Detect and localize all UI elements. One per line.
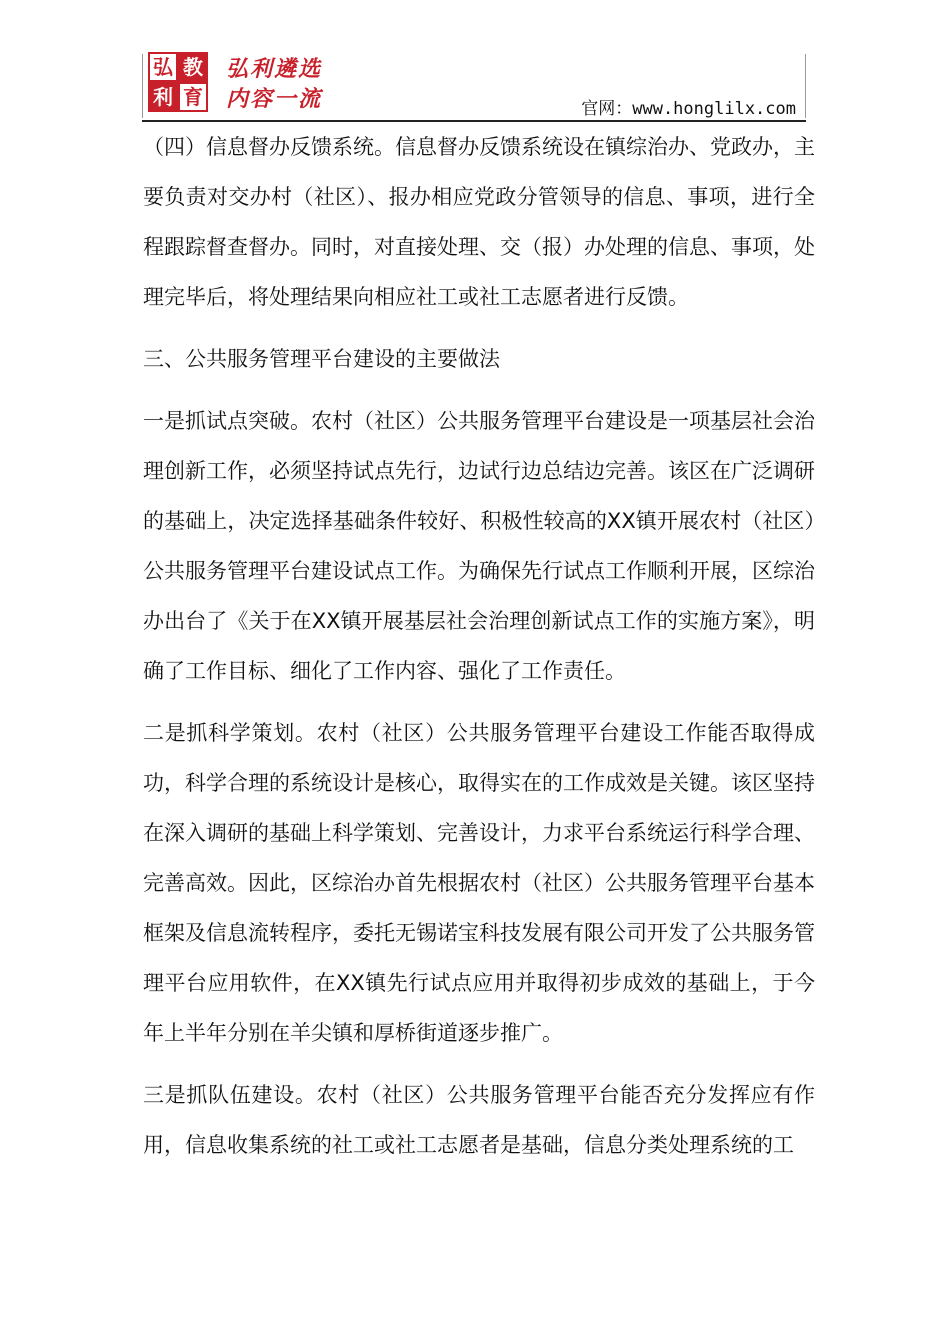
seal-char-1: 弘 <box>148 52 178 82</box>
seal-char-4: 育 <box>178 82 208 112</box>
header-right-rule <box>805 54 806 118</box>
logo-seal <box>148 52 208 112</box>
page-header <box>142 44 806 122</box>
website-url: 官网：www.honglilx.com <box>581 99 796 119</box>
document-body <box>143 122 815 1170</box>
slogan-line-1: 弘利遴选 <box>226 56 323 82</box>
paragraph-pilot: 一是抓试点突破。农村（社区）公共服务管理平台建设是一项基层社会治理创新工作，必须坚持试点先行，边试行边总结边完善。该区在广泛调研的基础上，决定选择基础条件较好、积极性较高的XX镇开展农村（社区）公共服务管理平台建设试点工作。为确保先行试点工作顺利开展，区综治办出台了《关于在XX镇开展基层社会治理创新试点工作的实施方案》，明确了工作目标、细化了工作内容、强化了工作责任。 <box>143 409 815 683</box>
seal-char-2: 教 <box>178 52 208 82</box>
paragraph-planning: 二是抓科学策划。农村（社区）公共服务管理平台建设工作能否取得成功，科学合理的系统设计是核心，取得实在的工作成效是关键。该区坚持在深入调研的基础上科学策划、完善设计，力求平台系统运行科学合理、完善高效。因此，区综治办首先根据农村（社区）公共服务管理平台基本框架及信息流转程序，委托无锡诺宝科技发展有限公司开发了公共服务管理平台应用软件，在XX镇先行试点应用并取得初步成效的基础上，于今年上半年分别在羊尖镇和厚桥街道逐步推广。 <box>143 721 815 1045</box>
slogan-line-2: 内容一流 <box>226 86 323 112</box>
section-heading-three: 三、公共服务管理平台建设的主要做法 <box>143 347 500 371</box>
paragraph-team: 三是抓队伍建设。农村（社区）公共服务管理平台能否充分发挥应有作用，信息收集系统的社工或社工志愿者是基础，信息分类处理系统的工 <box>143 1083 815 1157</box>
slogan <box>226 54 322 114</box>
paragraph-section-four: （四）信息督办反馈系统。信息督办反馈系统设在镇综治办、党政办，主要负责对交办村（社区）、报办相应党政分管领导的信息、事项，进行全程跟踪督查督办。同时，对直接处理、交（报）办处理的信息、事项，处理完毕后，将处理结果向相应社工或社工志愿者进行反馈。 <box>143 135 815 309</box>
seal-char-3: 利 <box>148 82 178 112</box>
header-left-rule <box>142 54 143 118</box>
